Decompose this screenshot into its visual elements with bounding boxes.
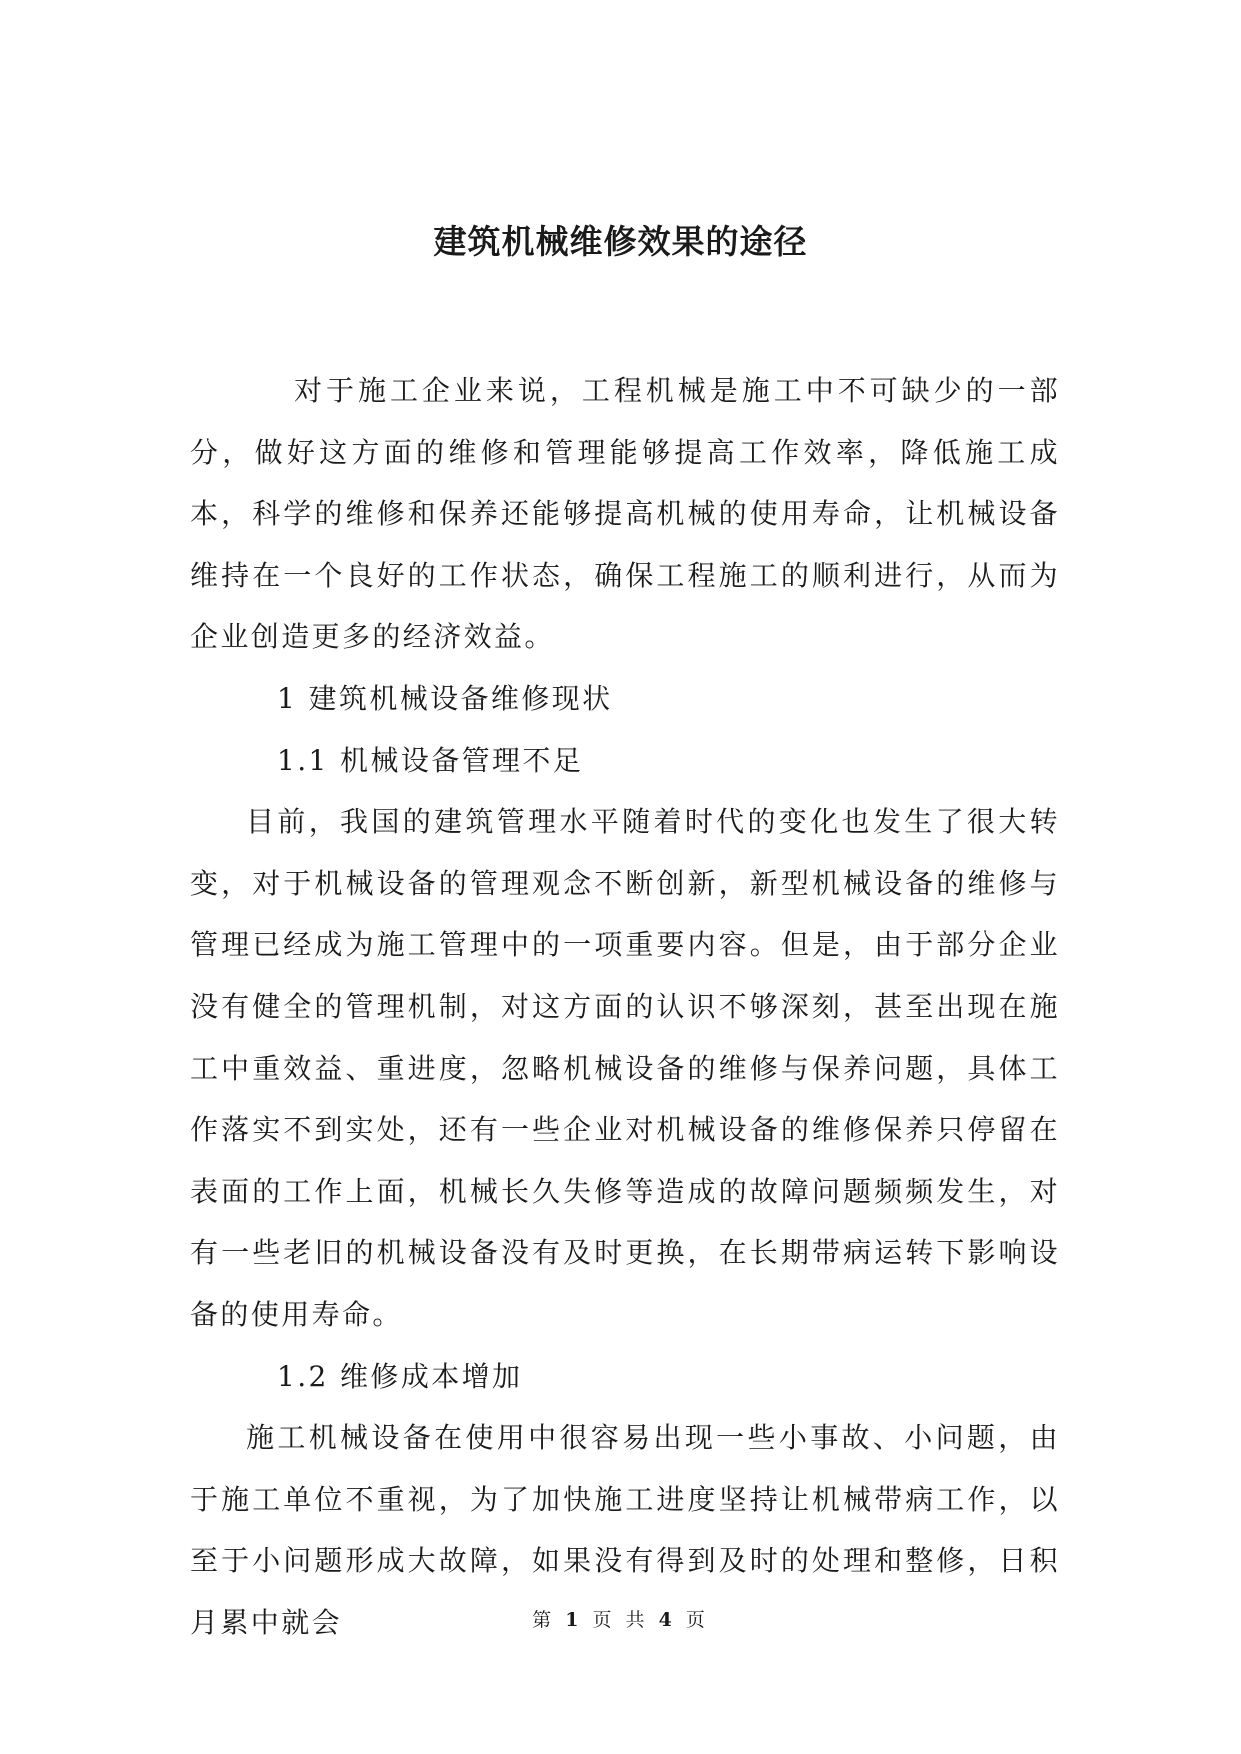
footer-suffix: 页 xyxy=(685,1609,709,1631)
document-title: 建筑机械维修效果的途径 xyxy=(433,222,808,261)
body-paragraph-1-1: 目前，我国的建筑管理水平随着时代的变化也发生了很大转变，对于机械设备的管理观念不断创新，新型机械设备的维修与管理已经成为施工管理中的一项重要内容。但是，由于部分企业没有健全的管理机制，对这方面的认识不够深刻，甚至出现在施工中重效益、重进度，忽略机械设备的维修与保养问题，具体工作落实不到实处，还有一些企业对机械设备的维修保养只停留在表面的工作上面，机械长久失修等造成的故障问题频频发生，对有一些老旧的机械设备没有及时更换，在长期带病运转下影响设备的使用寿命。 xyxy=(190,805,1060,1331)
page-footer xyxy=(0,1608,1241,1632)
footer-prefix: 第 xyxy=(532,1609,556,1631)
footer-middle: 页 共 xyxy=(592,1609,649,1631)
document-body xyxy=(190,360,1060,1653)
section-heading-1: 1 建筑机械设备维修现状 xyxy=(277,681,613,715)
subsection-heading-1-1: 1.1 机械设备管理不足 xyxy=(277,743,584,777)
footer-total-pages: 4 xyxy=(658,1609,676,1631)
body-paragraph-1-2: 施工机械设备在使用中很容易出现一些小事故、小问题，由于施工单位不重视，为了加快施工进度坚持让机械带病工作，以至于小问题形成大故障，如果没有得到及时的处理和整修，日积月累中就会 xyxy=(190,1421,1060,1639)
intro-paragraph: 对于施工企业来说，工程机械是施工中不可缺少的一部分，做好这方面的维修和管理能够提高工作效率，降低施工成本，科学的维修和保养还能够提高机械的使用寿命，让机械设备维持在一个良好的工作状态，确保工程施工的顺利进行，从而为企业创造更多的经济效益。 xyxy=(190,374,1060,654)
subsection-heading-1-2: 1.2 维修成本增加 xyxy=(277,1359,523,1393)
footer-current-page: 1 xyxy=(565,1609,583,1631)
